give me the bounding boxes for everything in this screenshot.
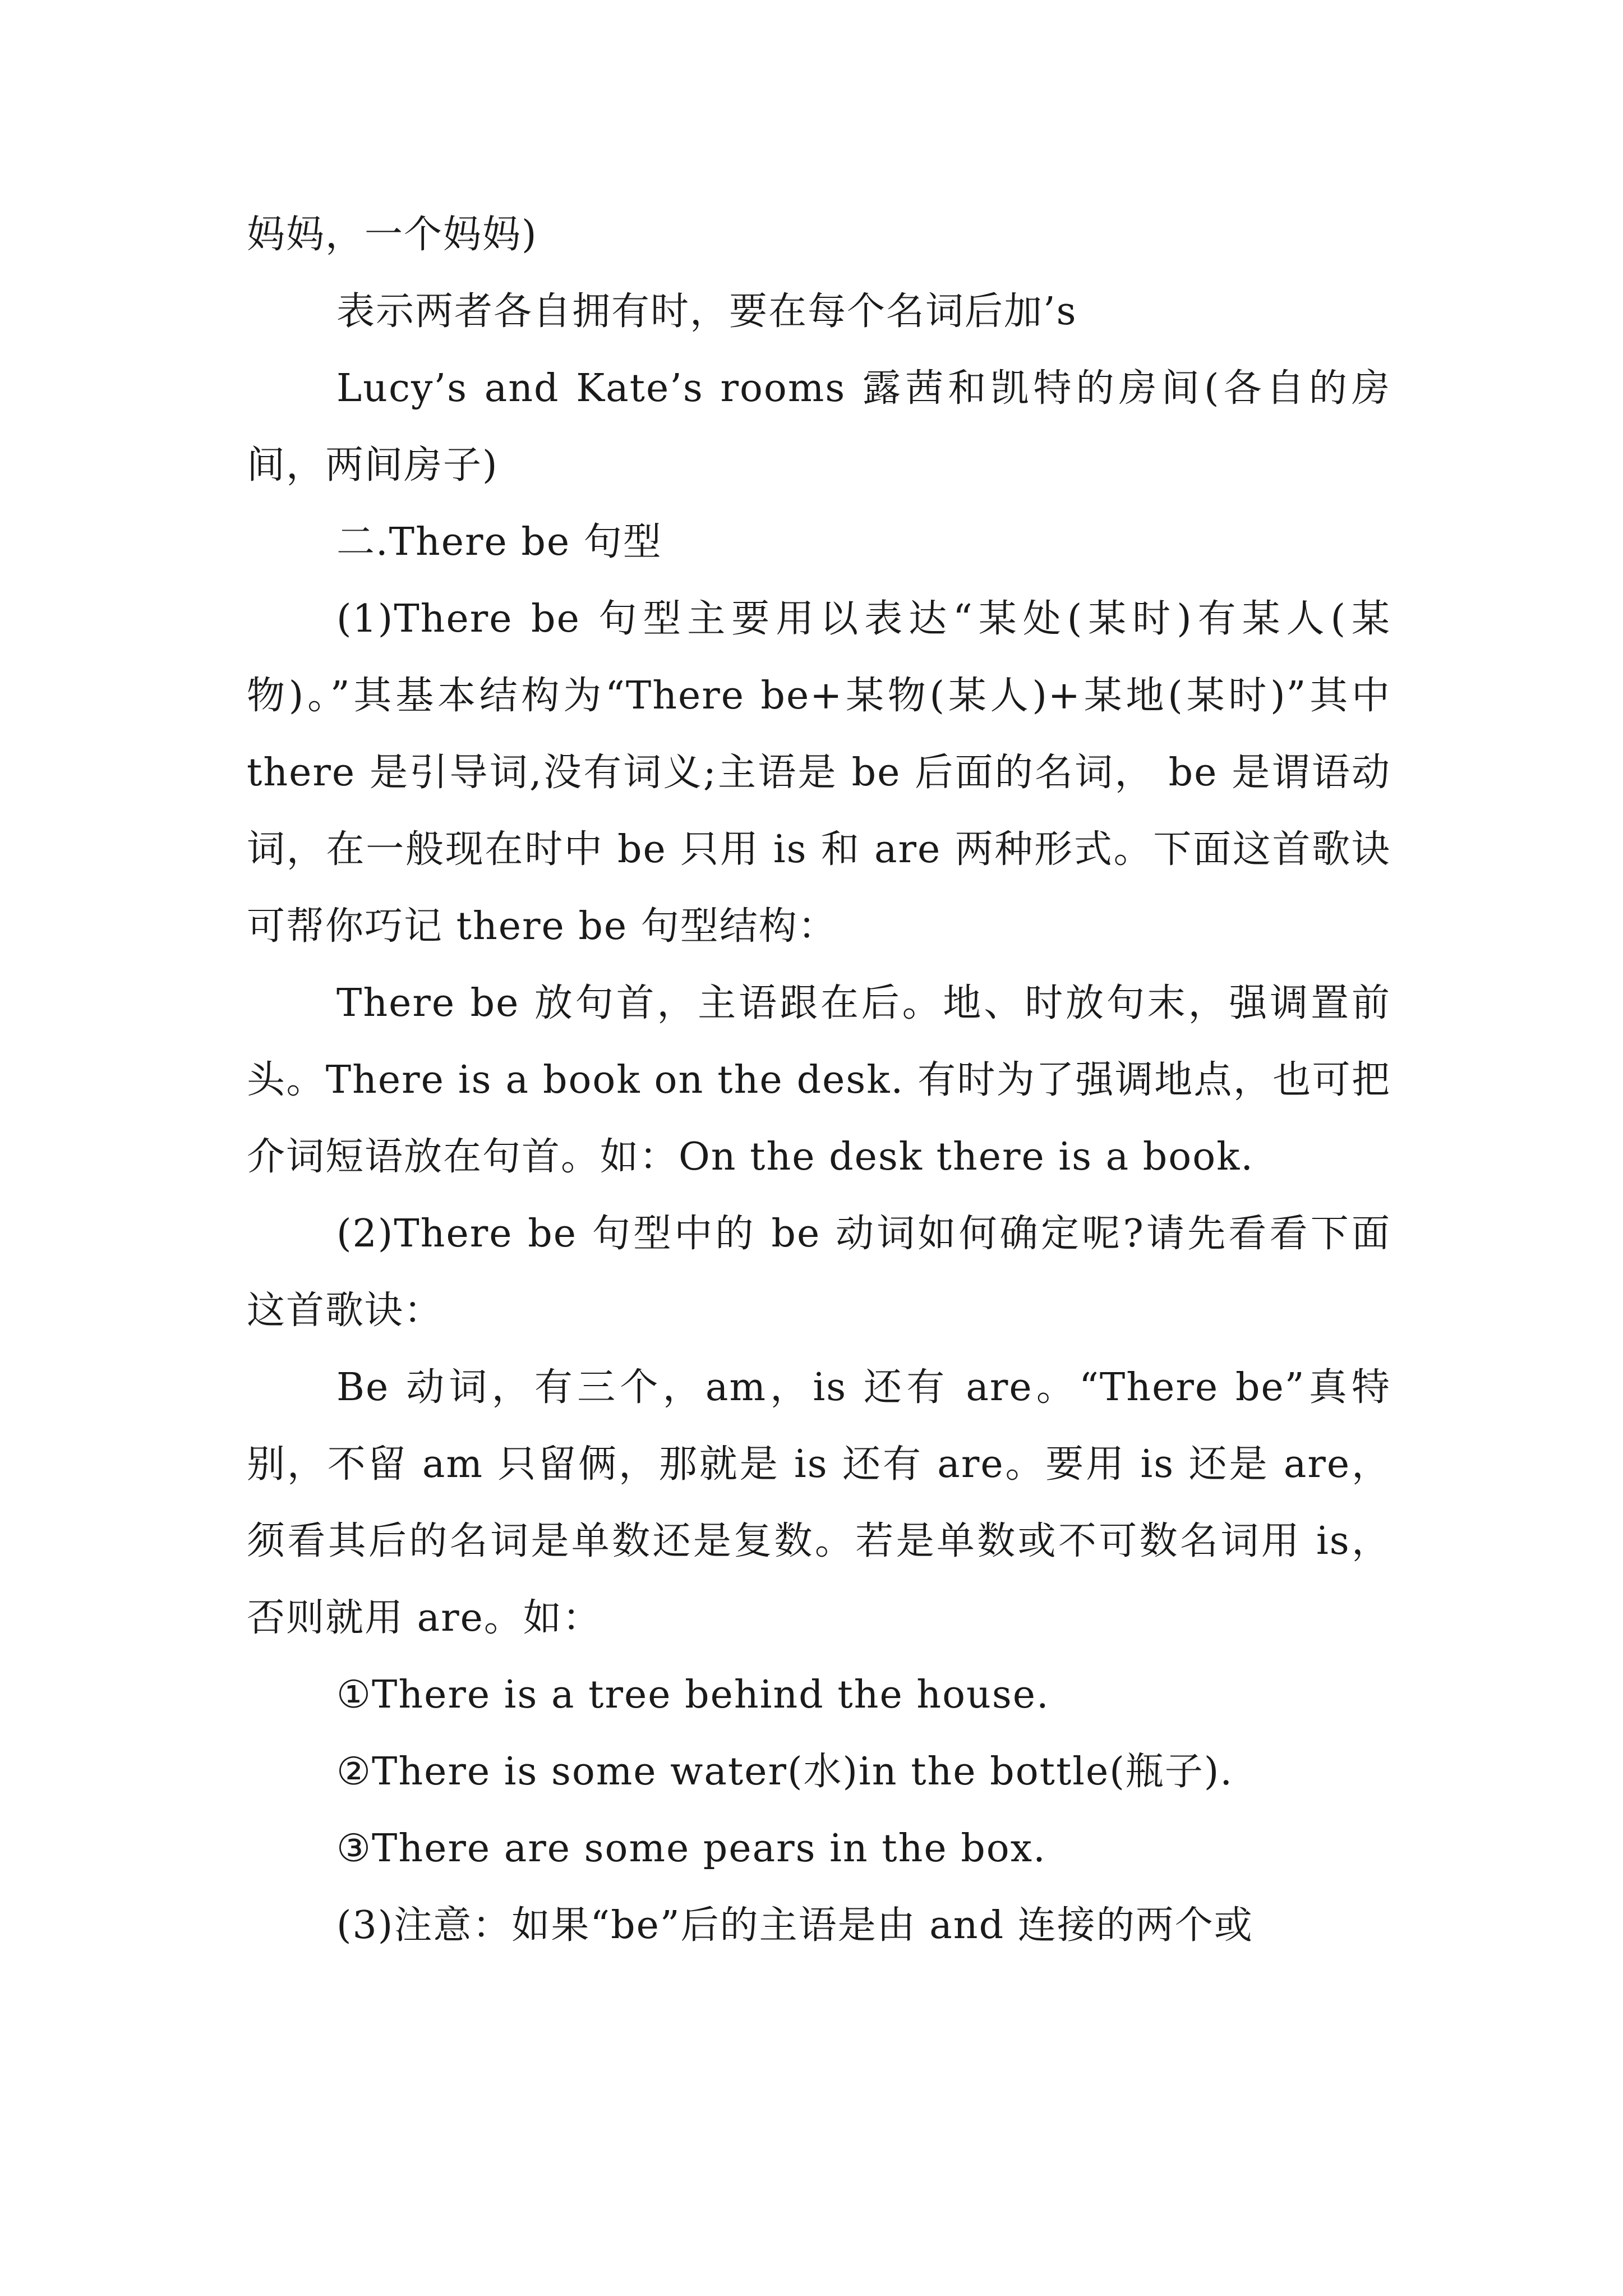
example-sentence-1: ①There is a tree behind the house.	[336, 1673, 1050, 1717]
document-body	[247, 196, 1391, 1964]
paragraph-be-verb-question: (2)There be 句型中的 be 动词如何确定呢?请先看看下面这首歌诀：	[247, 1212, 1391, 1333]
paragraph-there-be-structure: (1)There be 句型主要用以表达“某处(某时)有某人(某物)。”其基本结构为“There be+某物(某人)+某地(某时)”其中 there 是引导词,没有词义;主语是 be 后面的名词， be 是谓语动词，在一般现在时中 be 只用 is 和 are 两种形式。下面这首歌诀可帮你巧记 there be 句型结构：	[247, 597, 1391, 949]
paragraph-possessive-example: Lucy’s and Kate’s rooms 露茜和凯特的房间(各自的房间，两间房子)	[247, 366, 1391, 487]
example-sentence-3: ③There are some pears in the box.	[336, 1826, 1046, 1871]
paragraph-continuation: 妈妈，一个妈妈)	[247, 213, 538, 257]
paragraph-note: (3)注意：如果“be”后的主语是由 and 连接的两个或	[336, 1903, 1253, 1948]
paragraph-possessive-rule: 表示两者各自拥有时，要在每个名词后加’s	[336, 289, 1077, 334]
paragraph-there-be-rhyme: There be 放句首，主语跟在后。地、时放句末，强调置前头。There is a book on the desk. 有时为了强调地点，也可把介词短语放在句首。如：On the desk there is a book.	[247, 981, 1391, 1179]
section-heading-there-be: 二.There be 句型	[336, 520, 662, 564]
example-sentence-2: ②There is some water(水)in the bottle(瓶子).	[336, 1750, 1233, 1794]
paragraph-be-verb-rhyme: Be 动词，有三个，am，is 还有 are。“There be”真特别，不留 am 只留俩，那就是 is 还有 are。要用 is 还是 are，须看其后的名词是单数还是复数。若是单数或不可数名词用 is，否则就用 are。如：	[247, 1365, 1391, 1640]
